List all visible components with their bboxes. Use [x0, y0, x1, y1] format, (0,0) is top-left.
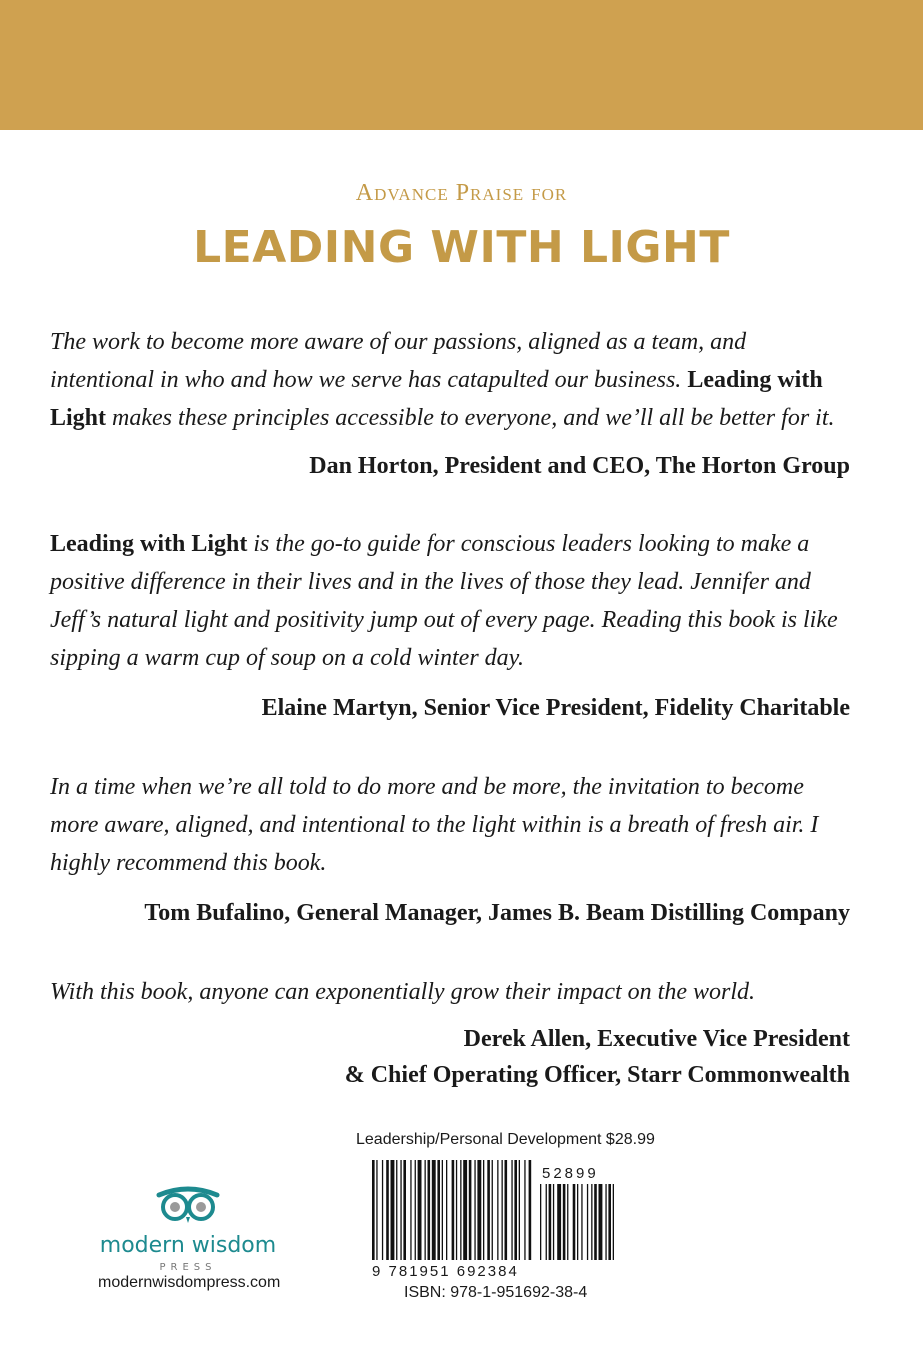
barcode-bar — [549, 1184, 552, 1260]
barcode-price-code: 52899 — [542, 1165, 599, 1182]
barcode-bar — [613, 1184, 614, 1260]
barcode-bar — [563, 1184, 566, 1260]
barcode-bar — [483, 1160, 484, 1260]
barcode-bar — [456, 1160, 457, 1260]
quote-1-text-a: The work to become more aware of our passions, aligned as a team, and intentional in who and how we serve has catapulted our business. — [50, 329, 747, 393]
publisher-imprint: PRESS — [159, 1262, 217, 1273]
book-title: LEADING WITH LIGHT — [193, 222, 730, 273]
quote-4-attribution-line-1: Derek Allen, Executive Vice President — [463, 1026, 850, 1052]
quote-4-attribution-line-2: & Chief Operating Officer, Starr Commonwealth — [344, 1062, 850, 1088]
barcode-bar — [386, 1160, 389, 1260]
barcode-bar — [425, 1160, 426, 1260]
barcode-bar — [428, 1160, 431, 1260]
barcode-bar — [396, 1160, 397, 1260]
barcode-bar — [432, 1160, 436, 1260]
barcode-bar — [376, 1160, 377, 1260]
barcode-bar — [540, 1184, 541, 1260]
barcode-bar — [452, 1160, 455, 1260]
barcode-bar — [505, 1160, 508, 1260]
quote-1-text-b: makes these principles accessible to everyone, and we’ll all be better for it. — [106, 405, 835, 431]
publisher-logo — [98, 1185, 278, 1275]
barcode-bar — [511, 1160, 512, 1260]
barcode-bar — [497, 1160, 498, 1260]
barcode-bar — [382, 1160, 383, 1260]
praise-quote-4: With this book, anyone can exponentially grow their impact on the world. — [50, 979, 756, 1005]
barcode-addon-bars — [540, 1184, 614, 1260]
barcode-bar — [410, 1160, 411, 1260]
top-color-band — [0, 0, 923, 130]
barcode-bar — [400, 1160, 401, 1260]
praise-quote-3: In a time when we’re all told to do more and be more, the invitation to become more aware, aligned, and intentional to the light within is a breath of fresh air. I highly recommend this book. — [50, 774, 819, 876]
praise-quote-2 — [50, 525, 850, 677]
barcode-bar — [437, 1160, 440, 1260]
quote-2-book-title: Leading with Light — [50, 531, 248, 557]
barcode-bar — [581, 1184, 582, 1260]
barcode-bar — [567, 1184, 568, 1260]
publisher-name: modern wisdom — [99, 1233, 277, 1258]
owl-icon — [153, 1185, 223, 1225]
barcode-bar — [418, 1160, 422, 1260]
barcode-main-bars — [372, 1160, 531, 1260]
barcode-bar — [608, 1184, 611, 1260]
quote-2-attribution: Elaine Martyn, Senior Vice President, Fidelity Charitable — [261, 695, 850, 721]
barcode-bar — [460, 1160, 461, 1260]
barcode-bar — [519, 1160, 520, 1260]
isbn-barcode — [370, 1154, 620, 1282]
barcode-bar — [553, 1184, 554, 1260]
quote-2-text: is the go-to guide for conscious leaders looking to make a positive difference in their lives and in the lives of those they lead. Jennifer and Jeff’s natural light and positivity jump out of every page. Reading this book is like sipping a warm cup of soup on a cold winter day. — [50, 531, 838, 671]
barcode-bar — [524, 1160, 525, 1260]
barcode-bar — [442, 1160, 443, 1260]
barcode-bar — [415, 1160, 416, 1260]
barcode-bar — [594, 1184, 597, 1260]
barcode-bar — [599, 1184, 603, 1260]
barcode-bar — [573, 1184, 576, 1260]
barcode-digits: 9 781951 692384 — [372, 1263, 519, 1280]
barcode-bar — [474, 1160, 475, 1260]
quote-3-attribution: Tom Bufalino, General Manager, James B. Beam Distilling Company — [144, 900, 850, 926]
barcode-bar — [587, 1184, 588, 1260]
barcode-bar — [487, 1160, 490, 1260]
barcode-bar — [605, 1184, 606, 1260]
barcode-bar — [463, 1160, 467, 1260]
barcode-bar — [492, 1160, 493, 1260]
barcode-bar — [577, 1184, 578, 1260]
barcode-bar — [529, 1160, 532, 1260]
praise-quote-1 — [50, 323, 850, 437]
category-price: Leadership/Personal Development $28.99 — [356, 1131, 655, 1148]
barcode-bar — [557, 1184, 561, 1260]
quote-1-attribution: Dan Horton, President and CEO, The Horton Group — [309, 453, 850, 479]
barcode-bar — [477, 1160, 481, 1260]
barcode-bar — [502, 1160, 503, 1260]
quote-1-book-title: Leading with Light — [50, 367, 823, 431]
barcode-bar — [391, 1160, 395, 1260]
publisher-url: modernwisdompress.com — [98, 1274, 281, 1291]
barcode-bar — [546, 1184, 547, 1260]
barcode-bar — [591, 1184, 592, 1260]
barcode-bar — [514, 1160, 517, 1260]
barcode-bar — [403, 1160, 406, 1260]
isbn-text: ISBN: 978-1-951692-38-4 — [404, 1284, 588, 1301]
barcode-bar — [446, 1160, 447, 1260]
barcode-bar — [372, 1160, 375, 1260]
barcode-bar — [469, 1160, 472, 1260]
advance-praise-label: Advance Praise for — [355, 180, 568, 206]
